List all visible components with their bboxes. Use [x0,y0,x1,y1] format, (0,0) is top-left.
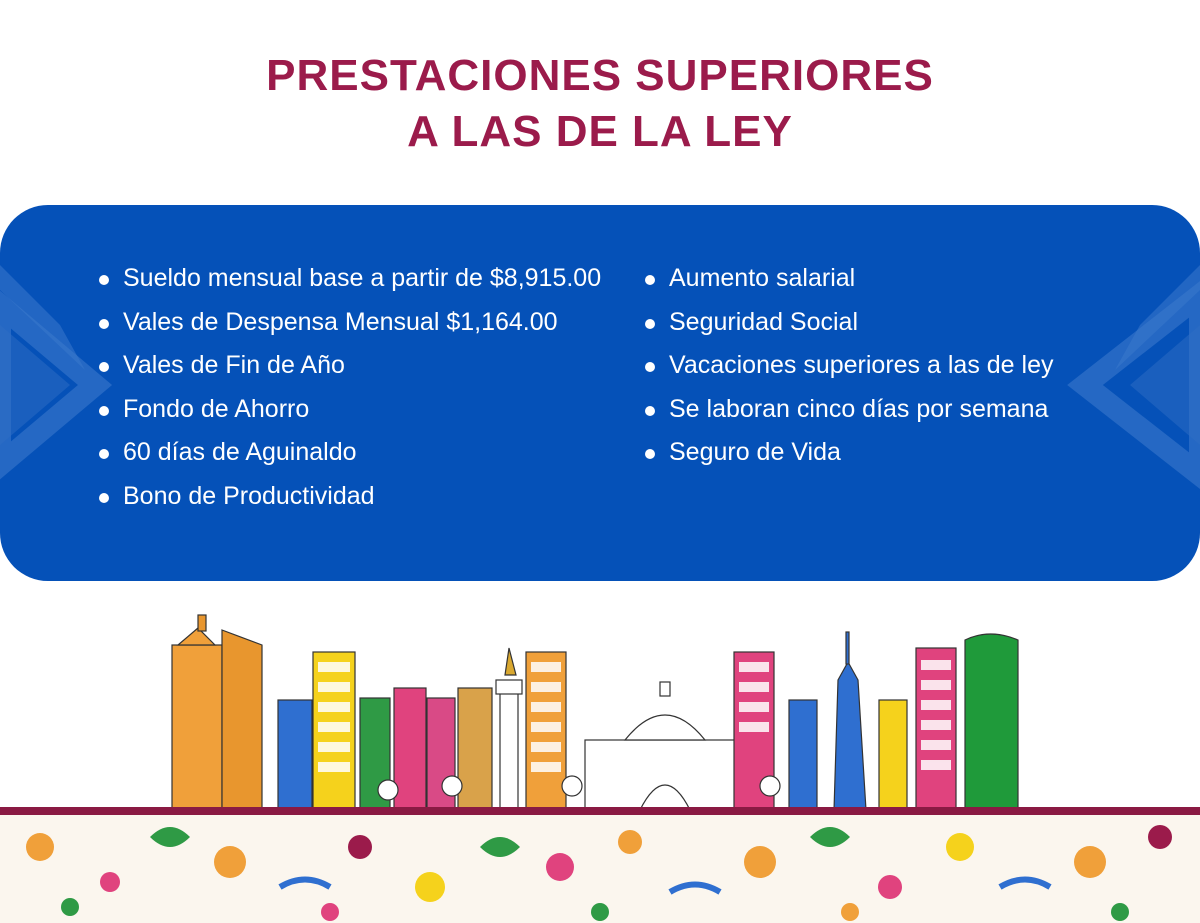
list-item: 60 días de Aguinaldo [99,431,601,475]
benefits-list-left [99,257,601,518]
floral-pattern-decoration [0,807,1200,923]
page-title [0,48,1200,160]
list-item: Sueldo mensual base a partir de $8,915.00 [99,257,601,301]
floral-pattern-band [0,807,1200,923]
list-item: Vacaciones superiores a las de ley [645,344,1053,388]
band-divider [0,807,1200,815]
benefits-list-right [645,257,1053,475]
list-item: Bono de Productividad [99,475,601,519]
list-item: Fondo de Ahorro [99,388,601,432]
list-item: Seguridad Social [645,301,1053,345]
list-item: Vales de Fin de Año [99,344,601,388]
title-line-1: PRESTACIONES SUPERIORES [266,51,934,100]
list-item: Vales de Despensa Mensual $1,164.00 [99,301,601,345]
list-item: Seguro de Vida [645,431,1053,475]
list-item: Aumento salarial [645,257,1053,301]
list-item: Se laboran cinco días por semana [645,388,1053,432]
city-skyline-illustration [0,600,1200,810]
benefits-panel [0,205,1200,581]
title-line-2: A LAS DE LA LEY [407,107,793,156]
